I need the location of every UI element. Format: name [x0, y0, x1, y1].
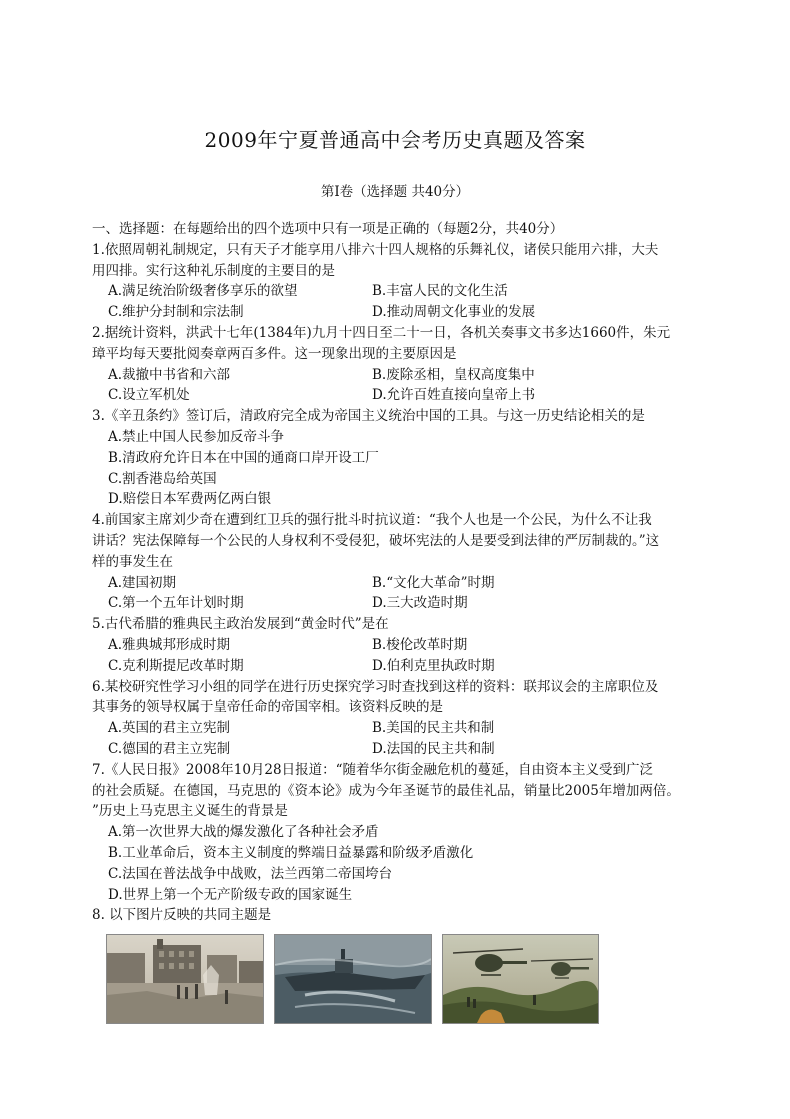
- question-text-line: 2.据统计资料，洪武十七年(1384年)九月十四日至二十一日，各机关奏事文书多达1660件，朱元: [92, 324, 671, 341]
- option-a: A.裁撤中书省和六部: [108, 366, 231, 383]
- option-d: D.伯利克里执政时期: [372, 657, 495, 674]
- question-8: [92, 905, 702, 926]
- question-1: [92, 240, 702, 323]
- option-d: D.允许百姓直接向皇帝上书: [372, 387, 536, 404]
- options-row: [92, 593, 702, 614]
- question-5: [92, 614, 702, 676]
- option-c: C.克利斯提尼改革时期: [108, 657, 244, 674]
- question-text-line: 讲话？宪法保障每一个公民的人身权利不受侵犯，破坏宪法的人是要受到法律的严厉制裁的。”这: [92, 532, 660, 549]
- options-row: [92, 281, 702, 302]
- option-b: B.废除丞相，皇权高度集中: [372, 366, 535, 383]
- option-c: C.法国在普法战争中战败，法兰西第二帝国垮台: [108, 865, 393, 882]
- option-a: A.雅典城邦形成时期: [108, 636, 231, 653]
- option-b: B.“文化大革命”时期: [372, 574, 495, 591]
- question-4: [92, 510, 702, 614]
- option-b: B.清政府允许日本在中国的通商口岸开设工厂: [108, 449, 379, 466]
- option-b: B.美国的民主共和制: [372, 720, 495, 737]
- option-a: A.第一次世界大战的爆发激化了各种社会矛盾: [108, 824, 379, 841]
- option-b: B.梭伦改革时期: [372, 636, 468, 653]
- options-row: [92, 365, 702, 386]
- section-subtitle: 第I卷（选择题 共40分）: [320, 184, 470, 200]
- option-c: C.第一个五年计划时期: [108, 595, 244, 612]
- question-text-line: 4.前国家主席刘少奇在遭到红卫兵的强行批斗时抗议道：“我个人也是一个公民，为什么不让我: [92, 512, 652, 529]
- question-text-line: 3.《辛丑条约》签订后，清政府完全成为帝国主义统治中国的工具。与这一历史结论相关的是: [92, 408, 645, 425]
- option-a: A.禁止中国人民参加反帝斗争: [108, 428, 285, 445]
- question-7: [92, 760, 702, 906]
- question-text-line: 7.《人民日报》2008年10月28日报道：“随着华尔街金融危机的蔓延，自由资本主义受到广泛: [92, 761, 653, 778]
- question-text-line: 的社会质疑。在德国，马克思的《资本论》成为今年圣诞节的最佳礼品，销量比2005年增加两倍。: [92, 782, 680, 799]
- photo-ruined-buildings: [106, 934, 264, 1024]
- option-a: A.英国的君主立宪制: [108, 720, 231, 737]
- photo-helicopters: [442, 934, 599, 1024]
- section-heading: 一、选择题：在每题给出的四个选项中只有一项是正确的（每题2分，共40分）: [92, 221, 564, 237]
- option-c: C.德国的君主立宪制: [108, 740, 231, 757]
- question-text-line: 用四排。实行这种礼乐制度的主要目的是: [92, 262, 335, 279]
- option-d: D.赔偿日本军费两亿两白银: [108, 491, 272, 508]
- option-c: C.维护分封制和宗法制: [108, 304, 244, 321]
- options-row: [92, 656, 702, 677]
- question-text-line: 其事务的领导权属于皇帝任命的帝国宰相。该资料反映的是: [92, 699, 443, 716]
- option-d: D.推动周朝文化事业的发展: [372, 304, 536, 321]
- question-text-line: 样的事发生在: [92, 553, 173, 570]
- option-d: D.法国的民主共和制: [372, 740, 495, 757]
- options-row: [92, 385, 702, 406]
- question-text-line: 8. 以下图片反映的共同主题是: [92, 907, 272, 924]
- question-text-line: ”历史上马克思主义诞生的背景是: [92, 803, 288, 820]
- option-d: D.世界上第一个无产阶级专政的国家诞生: [108, 886, 353, 903]
- question-text-line: 璋平均每天要批阅奏章两百多件。这一现象出现的主要原因是: [92, 345, 457, 362]
- question-6: [92, 677, 702, 760]
- question-text-line: 5.古代希腊的雅典民主政治发展到“黄金时代”是在: [92, 616, 389, 633]
- question-3: [92, 406, 702, 510]
- option-b: B.工业革命后，资本主义制度的弊端日益暴露和阶级矛盾激化: [108, 844, 474, 861]
- question-text-line: 1.依照周朝礼制规定，只有天子才能享用八排六十四人规格的乐舞礼仪，诸侯只能用六排，大夫: [92, 241, 659, 258]
- option-a: A.建国初期: [108, 574, 177, 591]
- option-a: A.满足统治阶级奢侈享乐的欲望: [108, 283, 298, 300]
- option-c: C.设立军机处: [108, 387, 190, 404]
- question-2: [92, 323, 702, 406]
- question-text-line: 6.某校研究性学习小组的同学在进行历史探究学习时查找到这样的资料：联邦议会的主席职位及: [92, 678, 659, 695]
- photo-warship: [274, 934, 432, 1024]
- options-row: [92, 718, 702, 739]
- options-row: [92, 739, 702, 760]
- options-row: [92, 635, 702, 656]
- option-c: C.割香港岛给英国: [108, 470, 217, 487]
- options-row: [92, 573, 702, 594]
- question-list: [92, 219, 702, 926]
- option-d: D.三大改造时期: [372, 595, 468, 612]
- options-row: [92, 302, 702, 323]
- page-title: 2009年宁夏普通高中会考历史真题及答案: [204, 128, 586, 152]
- option-b: B.丰富人民的文化生活: [372, 283, 508, 300]
